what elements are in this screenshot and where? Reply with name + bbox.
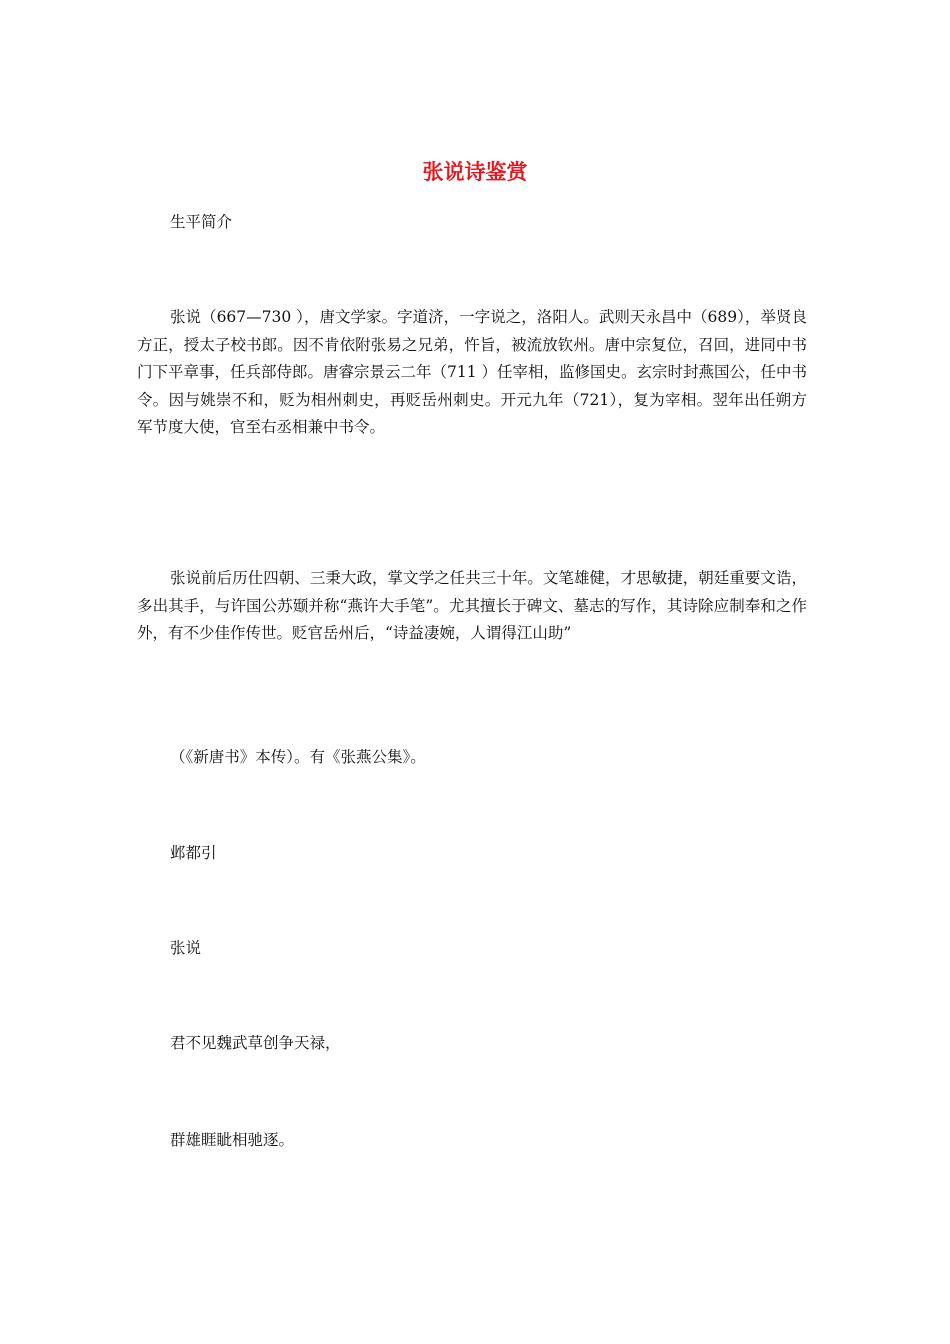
biography-paragraph-2: 张说前后历仕四朝、三秉大政，掌文学之任共三十年。文笔雄健，才思敏捷，朝廷重要文诰，多出其手，与许国公苏颋并称“燕许大手笔”。尤其擅长于碑文、墓志的写作，其诗除应制奉和之作外，有不少佳作传世。贬官岳州后，“诗益凄婉，人谓得江山助” (137, 569, 807, 642)
biography-paragraph-1: 张说（667—730 ），唐文学家。字道济，一字说之，洛阳人。武则天永昌中（689），举贤良方正，授太子校书郎。因不肯依附张易之兄弟，忤旨，被流放钦州。唐中宗复位，召回，进同中书门下平章事，任兵部侍郎。唐睿宗景云二年（711 ）任宰相，监修国史。玄宗时封燕国公，任中书令。因与姚崇不和，贬为相州刺史，再贬岳州刺史。开元九年（721），复为宰相。翌年出任朔方军节度大使，官至右丞相兼中书令。 (137, 308, 808, 436)
source-note: （《新唐书》本传）。有《张燕公集》。 (170, 748, 426, 766)
section-heading: 生平简介 (170, 213, 233, 231)
poem-line-2: 群雄睚眦相驰逐。 (170, 1131, 295, 1149)
poem-line-1: 君不见魏武草创争天禄， (170, 1034, 341, 1052)
poem-title: 邺都引 (170, 844, 217, 862)
page-title: 张说诗鉴赏 (422, 160, 528, 184)
poem-author: 张说 (170, 939, 202, 957)
